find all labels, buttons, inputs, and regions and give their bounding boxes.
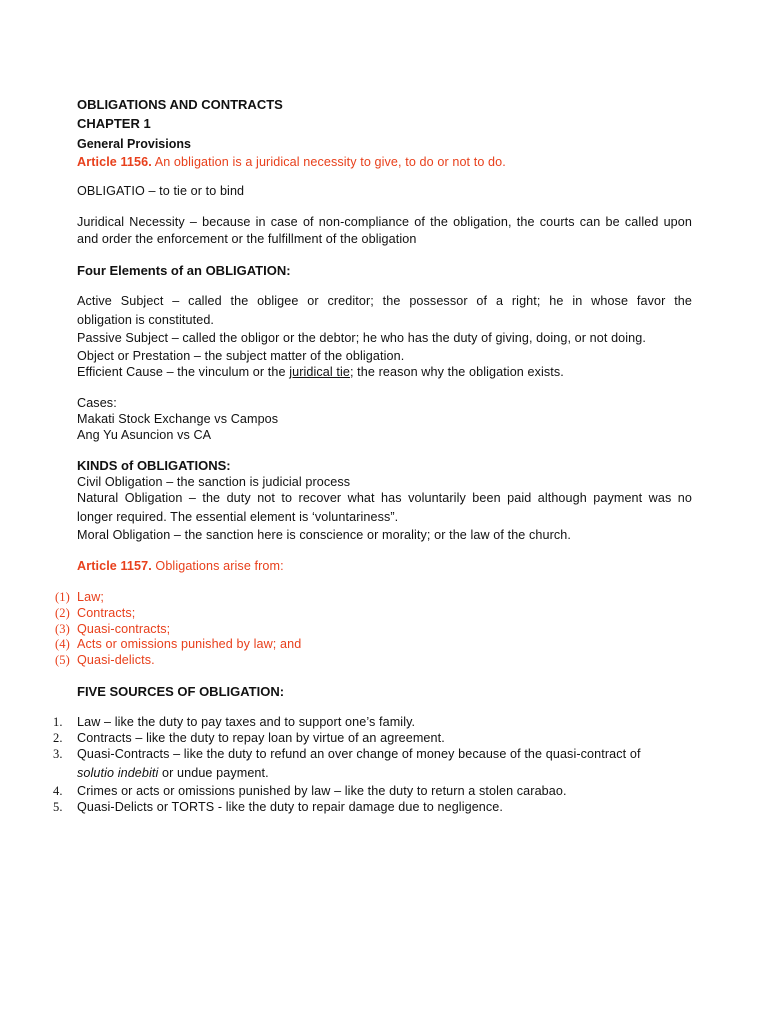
- four-elements-heading: Four Elements of an OBLIGATION:: [77, 263, 291, 278]
- list-item-number: (5): [55, 653, 70, 667]
- cases-label: Cases:: [77, 396, 117, 410]
- article-1156: [77, 155, 506, 169]
- solutio-indebiti-italic: solutio indebiti: [77, 766, 159, 780]
- chapter-heading: CHAPTER 1: [77, 116, 151, 131]
- list-item-text: Contracts;: [77, 606, 136, 620]
- list-item-number: (3): [55, 622, 70, 636]
- continuation-text: or undue payment.: [158, 766, 269, 780]
- list-item-number: 3.: [53, 747, 63, 761]
- juridical-tie-underlined: juridical tie: [289, 365, 350, 379]
- obligatio-definition: OBLIGATIO – to tie or to bind: [77, 184, 245, 198]
- case-item: Ang Yu Asuncion vs CA: [77, 428, 212, 442]
- article-1156-label: Article 1156.: [77, 155, 152, 169]
- list-item-number: (1): [55, 590, 70, 604]
- juridical-necessity-line1: Juridical Necessity – because in case of non-compliance of the obligation, the courts can be called upon: [77, 215, 692, 229]
- list-item-number: 1.: [53, 715, 63, 729]
- list-item-number: 4.: [53, 784, 63, 798]
- list-item-number: (4): [55, 637, 70, 651]
- list-item-text: Quasi-Contracts – like the duty to refund an over change of money because of the quasi-contract of: [77, 747, 641, 761]
- efficient-cause-text-b: ; the reason why the obligation exists.: [349, 365, 564, 379]
- article-1157-label: Article 1157.: [77, 559, 152, 573]
- efficient-cause: [77, 365, 564, 379]
- natural-obligation-line2: longer required. The essential element is ‘voluntariness”.: [77, 510, 399, 524]
- passive-subject: Passive Subject – called the obligor or the debtor; he who has the duty of giving, doing, or not doing.: [77, 331, 646, 345]
- kinds-heading: KINDS of OBLIGATIONS:: [77, 458, 231, 473]
- list-item-text: Law;: [77, 590, 105, 604]
- article-1156-text: An obligation is a juridical necessity to give, to do or not to do.: [151, 155, 506, 169]
- natural-obligation-line1: Natural Obligation – the duty not to recover what has voluntarily been paid although payment was no: [77, 491, 692, 505]
- juridical-necessity-line2: and order the enforcement or the fulfillment of the obligation: [77, 232, 417, 246]
- list-item-text: Quasi-Delicts or TORTS - like the duty to repair damage due to negligence.: [77, 800, 504, 814]
- case-item: Makati Stock Exchange vs Campos: [77, 412, 279, 426]
- list-item-number: 2.: [53, 731, 63, 745]
- list-item-number: 5.: [53, 800, 63, 814]
- list-item-text: Contracts – like the duty to repay loan by virtue of an agreement.: [77, 731, 445, 745]
- moral-obligation: Moral Obligation – the sanction here is conscience or morality; or the law of the church.: [77, 528, 571, 542]
- list-item-text: Law – like the duty to pay taxes and to support one’s family.: [77, 715, 416, 729]
- list-item-text: Quasi-delicts.: [77, 653, 155, 667]
- efficient-cause-text-a: Efficient Cause – the vinculum or the: [77, 365, 290, 379]
- list-item-text: Quasi-contracts;: [77, 622, 171, 636]
- active-subject-line1: Active Subject – called the obligee or creditor; the possessor of a right; he in whose favor the: [77, 294, 692, 308]
- five-sources-heading: FIVE SOURCES OF OBLIGATION:: [77, 684, 285, 699]
- list-item-continuation: [77, 766, 269, 780]
- section-heading: General Provisions: [77, 137, 191, 151]
- list-item-text: Acts or omissions punished by law; and: [77, 637, 302, 651]
- list-item-number: (2): [55, 606, 70, 620]
- article-1157: [77, 559, 284, 573]
- object-prestation: Object or Prestation – the subject matter of the obligation.: [77, 349, 405, 363]
- article-1157-text: Obligations arise from:: [151, 559, 284, 573]
- list-item-text: Crimes or acts or omissions punished by law – like the duty to return a stolen carabao.: [77, 784, 567, 798]
- civil-obligation: Civil Obligation – the sanction is judicial process: [77, 475, 351, 489]
- document-title: OBLIGATIONS AND CONTRACTS: [77, 97, 283, 112]
- active-subject-line2: obligation is constituted.: [77, 313, 215, 327]
